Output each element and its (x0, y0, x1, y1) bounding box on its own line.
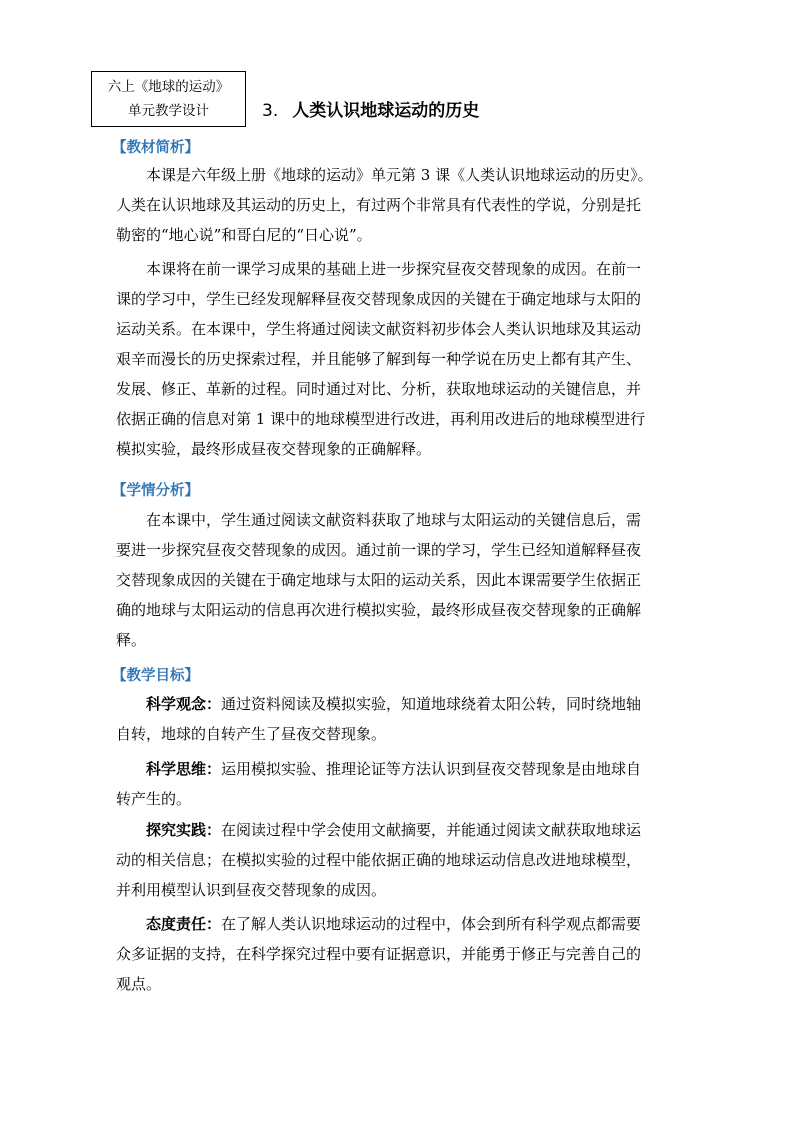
text-line: 运动关系。在本课中，学生将通过阅读文献资料初步体会人类认识地球及其运动 (116, 320, 642, 338)
text-line: 本课是六年级上册《地球的运动》单元第 3 课《人类认识地球运动的历史》。 (146, 166, 653, 184)
unit-subtitle: 单元教学设计 (128, 103, 209, 119)
goal-science-thinking (116, 754, 691, 814)
text-line: 转产生的。 (116, 790, 192, 808)
goal-label: 态度责任： (146, 915, 222, 933)
text-line: 课的学习中，学生已经发现解释昼夜交替现象成因的关键在于确定地球与太阳的 (116, 290, 642, 308)
text-line: 释。 (116, 631, 147, 649)
text-line: 自转，地球的自转产生了昼夜交替现象。 (116, 725, 387, 743)
text-line: 众多证据的支持，在科学探究过程中要有证据意识，并能勇于修正与完善自己的 (116, 945, 642, 963)
text-line: 动的相关信息；在模拟实验的过程中能依据正确的地球运动信息改进地球模型， (116, 851, 642, 869)
goal-attitude-responsibility (116, 909, 691, 999)
text-line: 人类在认识地球及其运动的历史上，有过两个非常具有代表性的学说，分别是托 (116, 196, 642, 214)
text-line: 科学思维：运用模拟实验、推理论证等方法认识到昼夜交替现象是由地球自 (146, 760, 642, 778)
lesson-number: 3. (262, 101, 279, 121)
goal-label: 科学思维： (146, 760, 222, 778)
goal-science-concept (116, 689, 691, 749)
text-line: 模拟实验，最终形成昼夜交替现象的正确解释。 (116, 440, 432, 458)
goal-label: 探究实践： (146, 821, 222, 839)
text-line: 交替现象成因的关键在于确定地球与太阳的运动关系，因此本课需要学生依据正 (116, 571, 642, 589)
lesson-title (262, 96, 479, 121)
text-line: 艰辛而漫长的历史探索过程，并且能够了解到每一种学说在历史上都有其产生、 (116, 350, 642, 368)
text-line: 科学观念：通过资料阅读及模拟实验，知道地球绕着太阳公转，同时绕地轴 (146, 695, 642, 713)
goal-label: 科学观念： (146, 695, 222, 713)
text-line: 态度责任：在了解人类认识地球运动的过程中，体会到所有科学观点都需要 (146, 915, 642, 933)
textbook-paragraph-2 (116, 254, 691, 464)
text-line: 要进一步探究昼夜交替现象的成因。通过前一课的学习，学生已经知道解释昼夜 (116, 541, 642, 559)
section-heading-textbook: 【教材简析】 (112, 140, 199, 156)
students-paragraph (116, 505, 691, 655)
section-heading-students: 【学情分析】 (112, 483, 199, 499)
unit-label-box (91, 71, 246, 127)
lesson-title-text: 人类认识地球运动的历史 (292, 101, 480, 121)
goal-inquiry-practice (116, 815, 691, 905)
text-line: 依据正确的信息对第 1 课中的地球模型进行改进，再利用改进后的地球模型进行 (116, 410, 646, 428)
section-heading-goals: 【教学目标】 (112, 668, 199, 684)
text-line: 并利用模型认识到昼夜交替现象的成因。 (116, 881, 387, 899)
text-line: 确的地球与太阳运动的信息再次进行模拟实验，最终形成昼夜交替现象的正确解 (116, 601, 642, 619)
text-line: 本课将在前一课学习成果的基础上进一步探究昼夜交替现象的成因。在前一 (146, 260, 642, 278)
text-line: 发展、修正、革新的过程。同时通过对比、分析，获取地球运动的关键信息，并 (116, 380, 642, 398)
text-line: 观点。 (116, 975, 162, 993)
text-line: 勒密的“地心说”和哥白尼的“日心说”。 (116, 226, 372, 244)
textbook-paragraph-1 (116, 160, 691, 250)
text-line: 在本课中，学生通过阅读文献资料获取了地球与太阳运动的关键信息后，需 (146, 511, 642, 529)
unit-name: 六上《地球的运动》 (107, 79, 230, 95)
text-line: 探究实践：在阅读过程中学会使用文献摘要，并能通过阅读文献获取地球运 (146, 821, 642, 839)
